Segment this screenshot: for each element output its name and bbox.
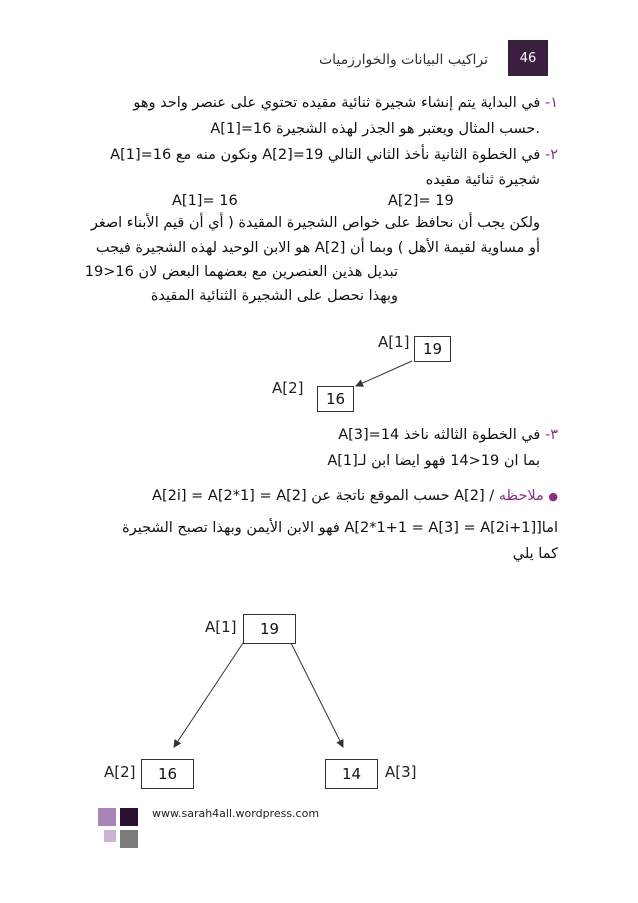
step3-line2: بما ان 19<14 فهو ايضا ابن لـA[1]	[327, 453, 540, 469]
header-title: تراكيب البيانات والخوارزميات	[318, 52, 488, 68]
logo-square-lilac	[104, 830, 116, 842]
logo-square-light	[98, 808, 116, 826]
note-label: ملاحظه	[498, 488, 544, 504]
tree2-left-node: 16	[141, 759, 194, 789]
step2-value-a2: A[2]= 19	[388, 193, 454, 209]
bullet-icon: ●	[548, 490, 558, 503]
tree2-right-label: A[3]	[385, 763, 417, 781]
tree2-edge-right	[288, 637, 343, 747]
step2-paragraph-4: وبهذا نحصل على الشجيرة الثنائية المقيدة	[150, 288, 398, 304]
tree1-root-label: A[1]	[378, 333, 410, 351]
tree2-left-label: A[2]	[104, 763, 136, 781]
step1-number: ١-	[544, 95, 558, 111]
tree2-root-node: 19	[243, 614, 296, 644]
step2-text1: في الخطوة الثانية نأخذ الثاني التالي A[2]=19 ونكون منه مع A[1]=16	[110, 147, 541, 163]
step3-number: ٣-	[544, 427, 558, 443]
step2-paragraph-3: تبديل هذين العنصرين مع بعضهما البعض لان 16<19	[84, 264, 398, 280]
step2-line2: شجيرة ثنائية مقيده	[425, 172, 540, 188]
step1-text1: في البداية يتم إنشاء شجيرة ثنائية مقيده تحتوي على عنصر واحد وهو	[133, 95, 541, 111]
step3-line1	[338, 427, 558, 443]
note-text1: / A[2] حسب الموقع ناتجة عن A[2i] = A[2*1] = A[2]	[152, 488, 495, 504]
step2-paragraph-2: أو مساوية لقيمة الأهل ) وبما أن A[2] هو الابن الوحيد لهذه الشجيرة فيجب	[95, 240, 540, 256]
tree1-child-label: A[2]	[272, 379, 304, 397]
step2-paragraph-1: ولكن يجب أن نحافظ على خواص الشجيرة المقيدة ( أي أن قيم الأبناء اصغر	[90, 215, 540, 231]
step2-value-a1: A[1]= 16	[172, 193, 238, 209]
tree1-child-node: 16	[317, 386, 354, 412]
note-line1	[152, 488, 558, 504]
note-line2: اما[A[2*1+1 = A[3] = A[2i+1] فهو الابن الأيمن وبهذا تصبح الشجيرة	[122, 520, 558, 536]
logo-square-gray	[120, 830, 138, 848]
page-number-badge: 46	[508, 40, 548, 76]
tree2-edge-left	[174, 637, 247, 747]
tree2-root-label: A[1]	[205, 618, 237, 636]
footer-url: www.sarah4all.wordpress.com	[152, 807, 320, 820]
step1-line2: A[1]=16 حسب المثال ويعتبر هو الجذر لهذه الشجيرة.	[210, 121, 540, 137]
tree1-root-node: 19	[414, 336, 451, 362]
step3-text1: في الخطوة الثالثه ناخذ A[3]=14	[338, 427, 541, 443]
tree1-edge	[356, 361, 412, 386]
note-line3: كما يلي	[512, 546, 558, 562]
tree2-right-node: 14	[325, 759, 378, 789]
step2-number: ٢-	[544, 147, 558, 163]
logo-square-dark	[120, 808, 138, 826]
